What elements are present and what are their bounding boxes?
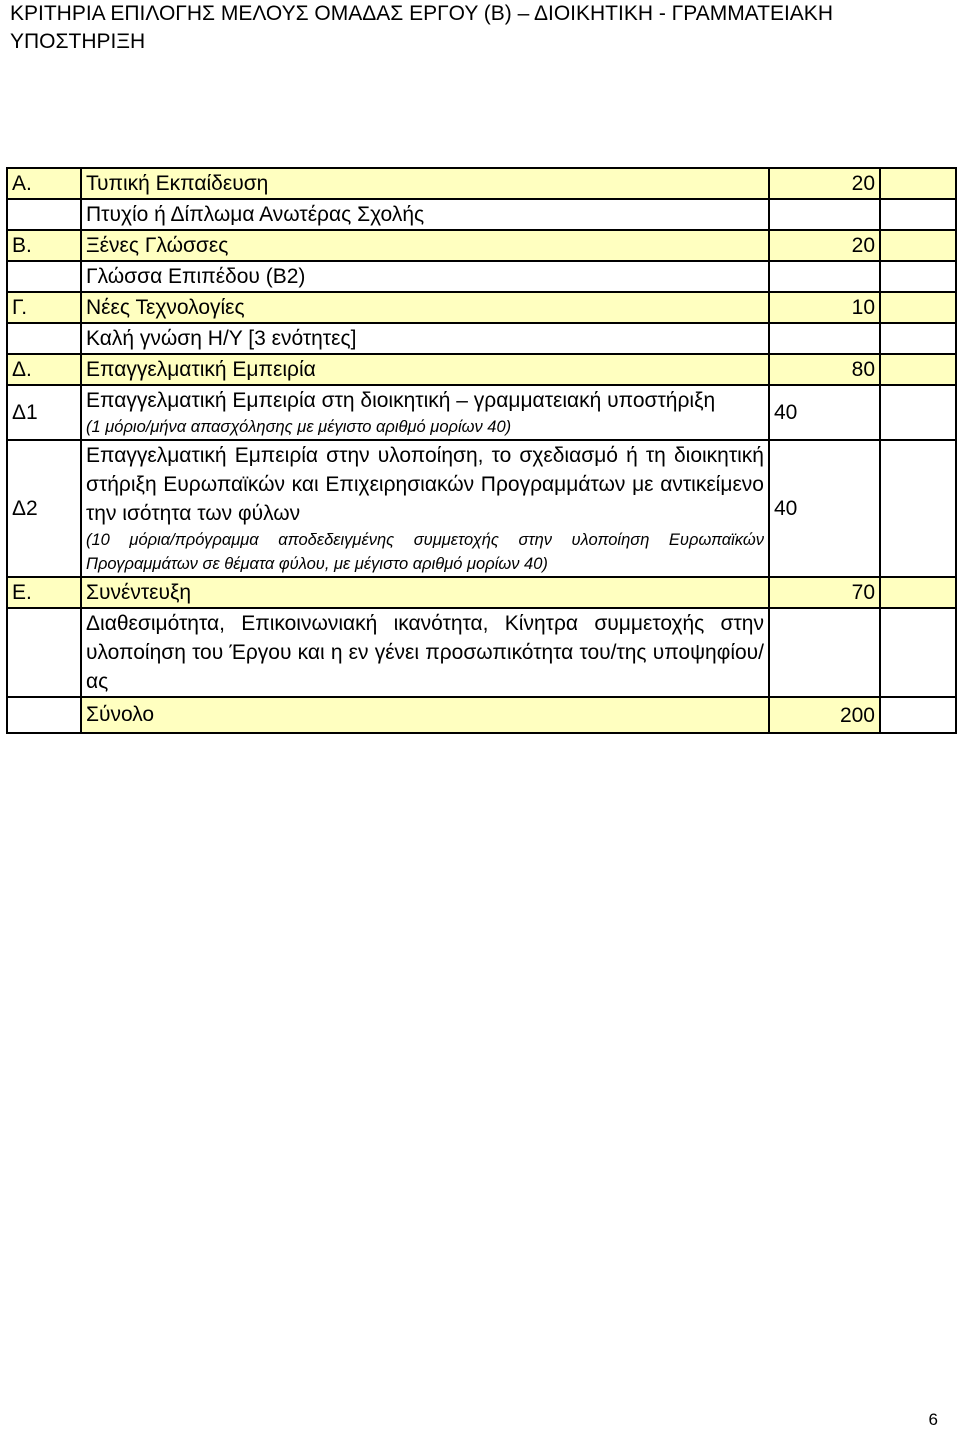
subsection-points: 40 (769, 440, 880, 577)
sub-row-d2 (7, 440, 956, 577)
section-code: Ε. (7, 577, 81, 608)
empty-cell (7, 323, 81, 354)
subsection-cell (81, 385, 769, 440)
sub-label: Πτυχίο ή Δίπλωμα Ανωτέρας Σχολής (81, 199, 769, 230)
empty-cell (880, 292, 956, 323)
sub-row-c (7, 323, 956, 354)
subsection-cell (81, 440, 769, 577)
section-code: Α. (7, 168, 81, 199)
subsection-note: (10 μόρια/πρόγραμμα αποδεδειγμένης συμμετοχής στην υλοποίηση Ευρωπαϊκών Προγραμμάτων σε θέματα φύλου, με μέγιστο αριθμό μορίων 40) (86, 531, 764, 573)
empty-cell (769, 323, 880, 354)
sub-label: Καλή γνώση Η/Υ [3 ενότητες] (81, 323, 769, 354)
section-label: Ξένες Γλώσσες (81, 230, 769, 261)
empty-cell (7, 199, 81, 230)
empty-cell (880, 323, 956, 354)
document-title: ΚΡΙΤΗΡΙΑ ΕΠΙΛΟΓΗΣ ΜΕΛΟΥΣ ΟΜΑΔΑΣ ΕΡΓΟΥ (Β) – ΔΙΟΙΚΗΤΙΚΗ - ΓΡΑΜΜΑΤΕΙΑΚΗ ΥΠΟΣΤΗΡΙΞΗ (10, 2, 833, 53)
section-label: Νέες Τεχνολογίες (81, 292, 769, 323)
empty-cell (769, 608, 880, 697)
empty-cell (880, 697, 956, 733)
empty-cell (880, 230, 956, 261)
empty-cell (769, 199, 880, 230)
section-row-b (7, 230, 956, 261)
sub-row-a (7, 199, 956, 230)
section-row-c (7, 292, 956, 323)
section-label: Τυπική Εκπαίδευση (81, 168, 769, 199)
empty-cell (7, 261, 81, 292)
section-points: 80 (769, 354, 880, 385)
section-points: 20 (769, 168, 880, 199)
empty-cell (880, 608, 956, 697)
sub-row-d1 (7, 385, 956, 440)
subsection-note: (1 μόριο/μήνα απασχόλησης με μέγιστο αριθμό μορίων 40) (86, 418, 512, 436)
criteria-table (6, 167, 957, 734)
sub-label: Διαθεσιμότητα, Επικοινωνιακή ικανότητα, Κίνητρα συμμετοχής στην υλοποίηση του Έργου και η εν γένει προσωπικότητα του/της υποψηφίου/ας (86, 612, 764, 693)
section-code: Γ. (7, 292, 81, 323)
empty-cell (769, 261, 880, 292)
empty-cell (880, 385, 956, 440)
empty-cell (880, 354, 956, 385)
section-label: Συνέντευξη (81, 577, 769, 608)
section-row-e (7, 577, 956, 608)
sub-label: Γλώσσα Επιπέδου (Β2) (81, 261, 769, 292)
total-points: 200 (769, 697, 880, 733)
subsection-points: 40 (769, 385, 880, 440)
empty-cell (880, 168, 956, 199)
page-number: 6 (928, 1410, 938, 1429)
empty-cell (7, 608, 81, 697)
sub-row-e (7, 608, 956, 697)
subsection-code: Δ2 (7, 440, 81, 577)
empty-cell (880, 577, 956, 608)
empty-cell (7, 697, 81, 733)
subsection-text: Επαγγελματική Εμπειρία στη διοικητική – γραμματειακή υποστήριξη (86, 389, 716, 412)
empty-cell (880, 440, 956, 577)
sub-label-cell (81, 608, 769, 697)
subsection-text: Επαγγελματική Εμπειρία στην υλοποίηση, το σχεδιασμό ή τη διοικητική στήριξη Ευρωπαϊκών και Επιχειρησιακών Προγραμμάτων με αντικείμενο την ισότητα των φύλων (86, 444, 764, 525)
section-points: 10 (769, 292, 880, 323)
section-row-a (7, 168, 956, 199)
total-row (7, 697, 956, 733)
sub-row-b (7, 261, 956, 292)
section-code: Δ. (7, 354, 81, 385)
section-points: 20 (769, 230, 880, 261)
section-points: 70 (769, 577, 880, 608)
total-label: Σύνολο (81, 697, 769, 733)
section-row-d (7, 354, 956, 385)
section-label: Επαγγελματική Εμπειρία (81, 354, 769, 385)
empty-cell (880, 261, 956, 292)
subsection-code: Δ1 (7, 385, 81, 440)
section-code: Β. (7, 230, 81, 261)
empty-cell (880, 199, 956, 230)
